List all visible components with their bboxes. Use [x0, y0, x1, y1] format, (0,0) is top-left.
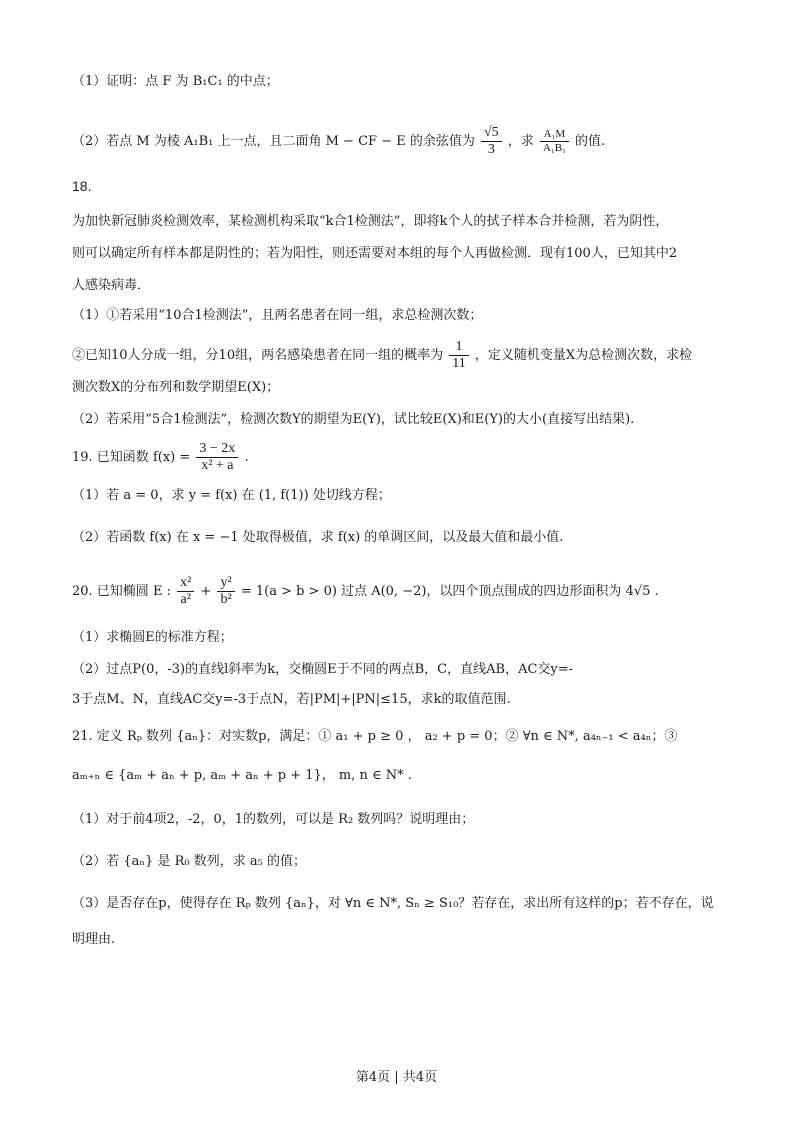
q21-part1: （1）对于前4项2，-2，0，1的数列，可以是 R₂ 数列吗？说明理由； — [72, 812, 475, 827]
q18-part2: （2）若采用“5合1检测法”，检测次数Y的期望为E(Y)，试比较E(X)和E(Y)的大小(直接写出结果). — [72, 412, 635, 427]
q17-ratio-numerator: A₁M — [540, 128, 569, 142]
q19-function-denominator: x² + a — [201, 458, 234, 473]
q21-part3-line1: （3）是否存在p，使得存在 Rₚ 数列 {aₙ}，对 ∀n ∈ N*, Sₙ ≥ S₁₀？若存在，求出所有这样的p；若不存在，说 — [72, 896, 714, 911]
q17-part2-text-c: 的值. — [575, 134, 606, 149]
q17-part2-text-a: （2）若点 M 为棱 A₁B₁ 上一点，且二面角 M − CF − E 的余弦值为 — [72, 134, 475, 149]
q17-cosine-denominator: 3 — [487, 142, 495, 157]
q20-x-fraction — [177, 575, 194, 608]
q19-stem — [72, 438, 753, 478]
q20-part1: （1）求椭圆E的标准方程； — [72, 630, 233, 645]
q20-x-denominator: a² — [180, 592, 191, 607]
q18-intro-line3: 人感染病毒． — [72, 278, 151, 293]
q19-stem-text-a: 19. 已知函数 f(x) = — [72, 450, 191, 465]
q20-part2-line2: 3于点M、N，直线AC交y=-3于点N，若|PM|+|PN|≤15，求k的取值范围. — [72, 692, 511, 707]
q20-y-denominator: b² — [220, 592, 232, 607]
q19-part1: （1）若 a = 0，求 y = f(x) 在 (1, f(1)) 处切线方程； — [72, 488, 391, 503]
q17-ratio-fraction — [540, 128, 569, 155]
q18-part1-2 — [72, 336, 753, 376]
q19-part2: （2）若函数 f(x) 在 x = −1 处取得极值，求 f(x) 的单调区间，以及最大值和最小值. — [72, 530, 564, 545]
q21-part2: （2）若 {aₙ} 是 R₀ 数列，求 a₅ 的值； — [72, 854, 306, 869]
q21-part3-line2: 明理由. — [72, 932, 116, 947]
q17-ratio-denominator: A₁B₁ — [542, 142, 566, 154]
q19-stem-text-b: . — [244, 450, 249, 465]
q18-probability-denominator: 11 — [452, 356, 466, 371]
q17-part2-text-b: ，求 — [507, 134, 534, 149]
q18-part1-2-text-b: ，定义随机变量X为总检测次数，求检 — [474, 348, 693, 363]
q18-part1-2-text-a: ②已知10人分成一组，分10组，两名感染患者在同一组的概率为 — [72, 348, 444, 363]
q20-stem-text-a: 20. 已知椭圆 E : — [72, 584, 171, 599]
q20-plus-sign: + — [200, 584, 212, 599]
q20-y-fraction — [217, 575, 234, 608]
q17-part2 — [72, 122, 753, 162]
q17-cosine-numerator: √5 — [481, 125, 502, 142]
page-footer: 第4页 | 共4页 — [355, 1070, 438, 1085]
q20-x-numerator: x² — [177, 575, 194, 592]
q19-function-fraction — [196, 441, 238, 474]
q18-probability-numerator: 1 — [449, 339, 468, 356]
q18-probability-fraction — [449, 339, 468, 372]
q20-y-numerator: y² — [217, 575, 234, 592]
q17-cosine-fraction — [481, 125, 502, 158]
q21-stem: 21. 定义 Rₚ 数列 {aₙ}：对实数p，满足：① a₁ + p ≥ 0 ， a₂ + p = 0；② ∀n ∈ N*, a₄ₙ₋₁ < a₄ₙ；③ — [72, 729, 678, 744]
q21-condition: aₘ₊ₙ ∈ {aₘ + aₙ + p, aₘ + aₙ + p + 1}， m, n ∈ N* . — [72, 768, 412, 783]
q19-function-numerator: 3 − 2x — [196, 441, 238, 458]
q18-part1-1: （1）①若采用“10合1检测法”，且两名患者在同一组，求总检测次数； — [72, 308, 483, 323]
q20-stem-text-b: = 1(a > b > 0) 过点 A(0, −2)，以四个顶点围成的四边形面积为 4√5 . — [240, 584, 659, 599]
q18-part1-3: 测次数X的分布列和数学期望E(X)； — [72, 380, 280, 395]
q18-intro-line1: 为加快新冠肺炎检测效率，某检测机构采取“k合1检测法”，即将k个人的拭子样本合并检测，若为阴性， — [72, 214, 669, 229]
q20-part2-line1: （2）过点P(0，-3)的直线l斜率为k，交椭圆E于不同的两点B，C，直线AB，AC交y=- — [72, 662, 574, 677]
q17-part1: （1）证明：点 F 为 B₁C₁ 的中点； — [72, 74, 279, 89]
q18-intro-line2: 则可以确定所有样本都是阴性的；若为阳性，则还需要对本组的每个人再做检测．现有100人，已知其中2 — [72, 246, 678, 261]
q20-stem — [72, 572, 753, 612]
q18-number: 18. — [72, 178, 92, 194]
